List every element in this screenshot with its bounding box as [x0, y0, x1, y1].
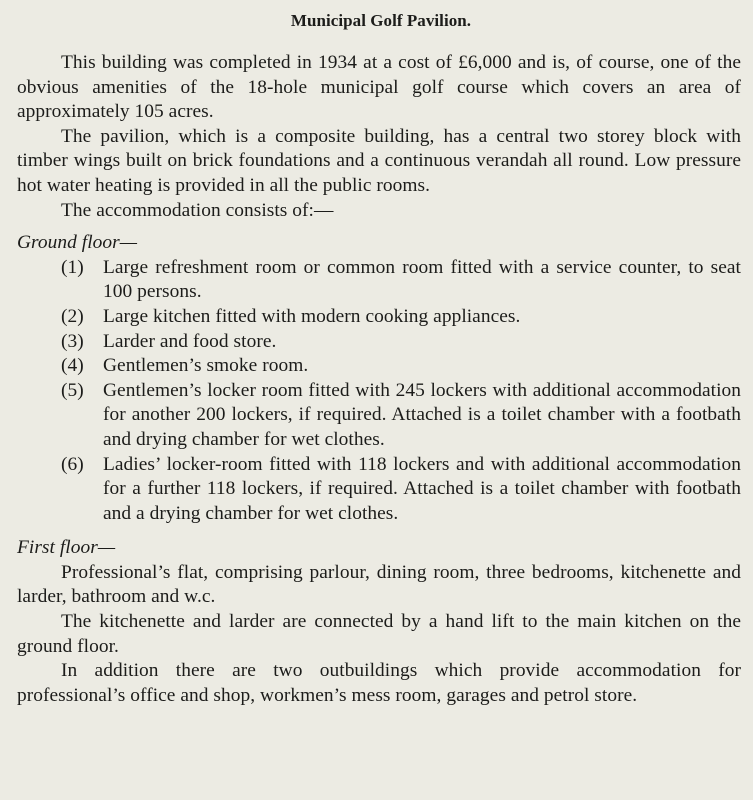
list-item	[61, 256, 741, 305]
first-floor-paragraph: The kitchenette and larder are connected by a hand lift to the main kitchen on the ground floor.	[17, 611, 741, 657]
list-item-number: (5)	[61, 379, 84, 401]
list-item-number: (4)	[61, 355, 84, 377]
first-floor-heading: First floor—	[17, 537, 116, 559]
list-item-text: Ladies’ locker-room fitted with 118 lockers and with additional accommodation for a further 118 lockers, if required. Attached is a toilet chamber with footbath and a drying chamber for wet clothes.	[103, 453, 741, 524]
list-item-text: Larder and food store.	[103, 330, 277, 352]
list-item-number: (2)	[61, 305, 84, 327]
list-item	[61, 379, 741, 453]
intro-paragraph: This building was completed in 1934 at a cost of £6,000 and is, of course, one of the obvious amenities of the 18-hole municipal golf course which covers an area of approximately 105 acres.	[17, 52, 741, 123]
list-item	[61, 354, 741, 379]
list-item-number: (6)	[61, 453, 84, 475]
page-title: Municipal Golf Pavilion.	[290, 11, 472, 30]
list-item	[61, 330, 741, 355]
first-floor-paragraph: Professional’s flat, comprising parlour, dining room, three bedrooms, kitchenette and larder, bathroom and w.c.	[17, 561, 741, 608]
list-item-text: Large kitchen fitted with modern cooking appliances.	[103, 305, 521, 327]
list-item-number: (1)	[61, 256, 84, 278]
intro-paragraph: The pavilion, which is a composite building, has a central two storey block with timber wings built on brick foundations and a continuous verandah all round. Low pressure hot water heating is provided in all the public rooms.	[17, 125, 741, 196]
list-item-text: Gentlemen’s locker room fitted with 245 lockers with additional accommodation for another 200 lockers, if required. Attached is a toilet chamber with a footbath and drying chamber for wet clothes.	[103, 379, 741, 450]
ground-floor-list	[17, 256, 741, 527]
list-item-text: Large refreshment room or common room fitted with a service counter, to seat 100 persons.	[103, 256, 741, 303]
intro-paragraph: The accommodation consists of:—	[61, 199, 334, 221]
list-item	[61, 453, 741, 527]
list-item-number: (3)	[61, 330, 84, 352]
first-floor-paragraph: In addition there are two outbuildings which provide accommodation for professional’s office and shop, workmen’s mess room, garages and petrol store.	[17, 660, 741, 706]
list-item	[61, 305, 741, 330]
ground-floor-heading: Ground floor—	[17, 232, 138, 254]
list-item-text: Gentlemen’s smoke room.	[103, 355, 309, 377]
